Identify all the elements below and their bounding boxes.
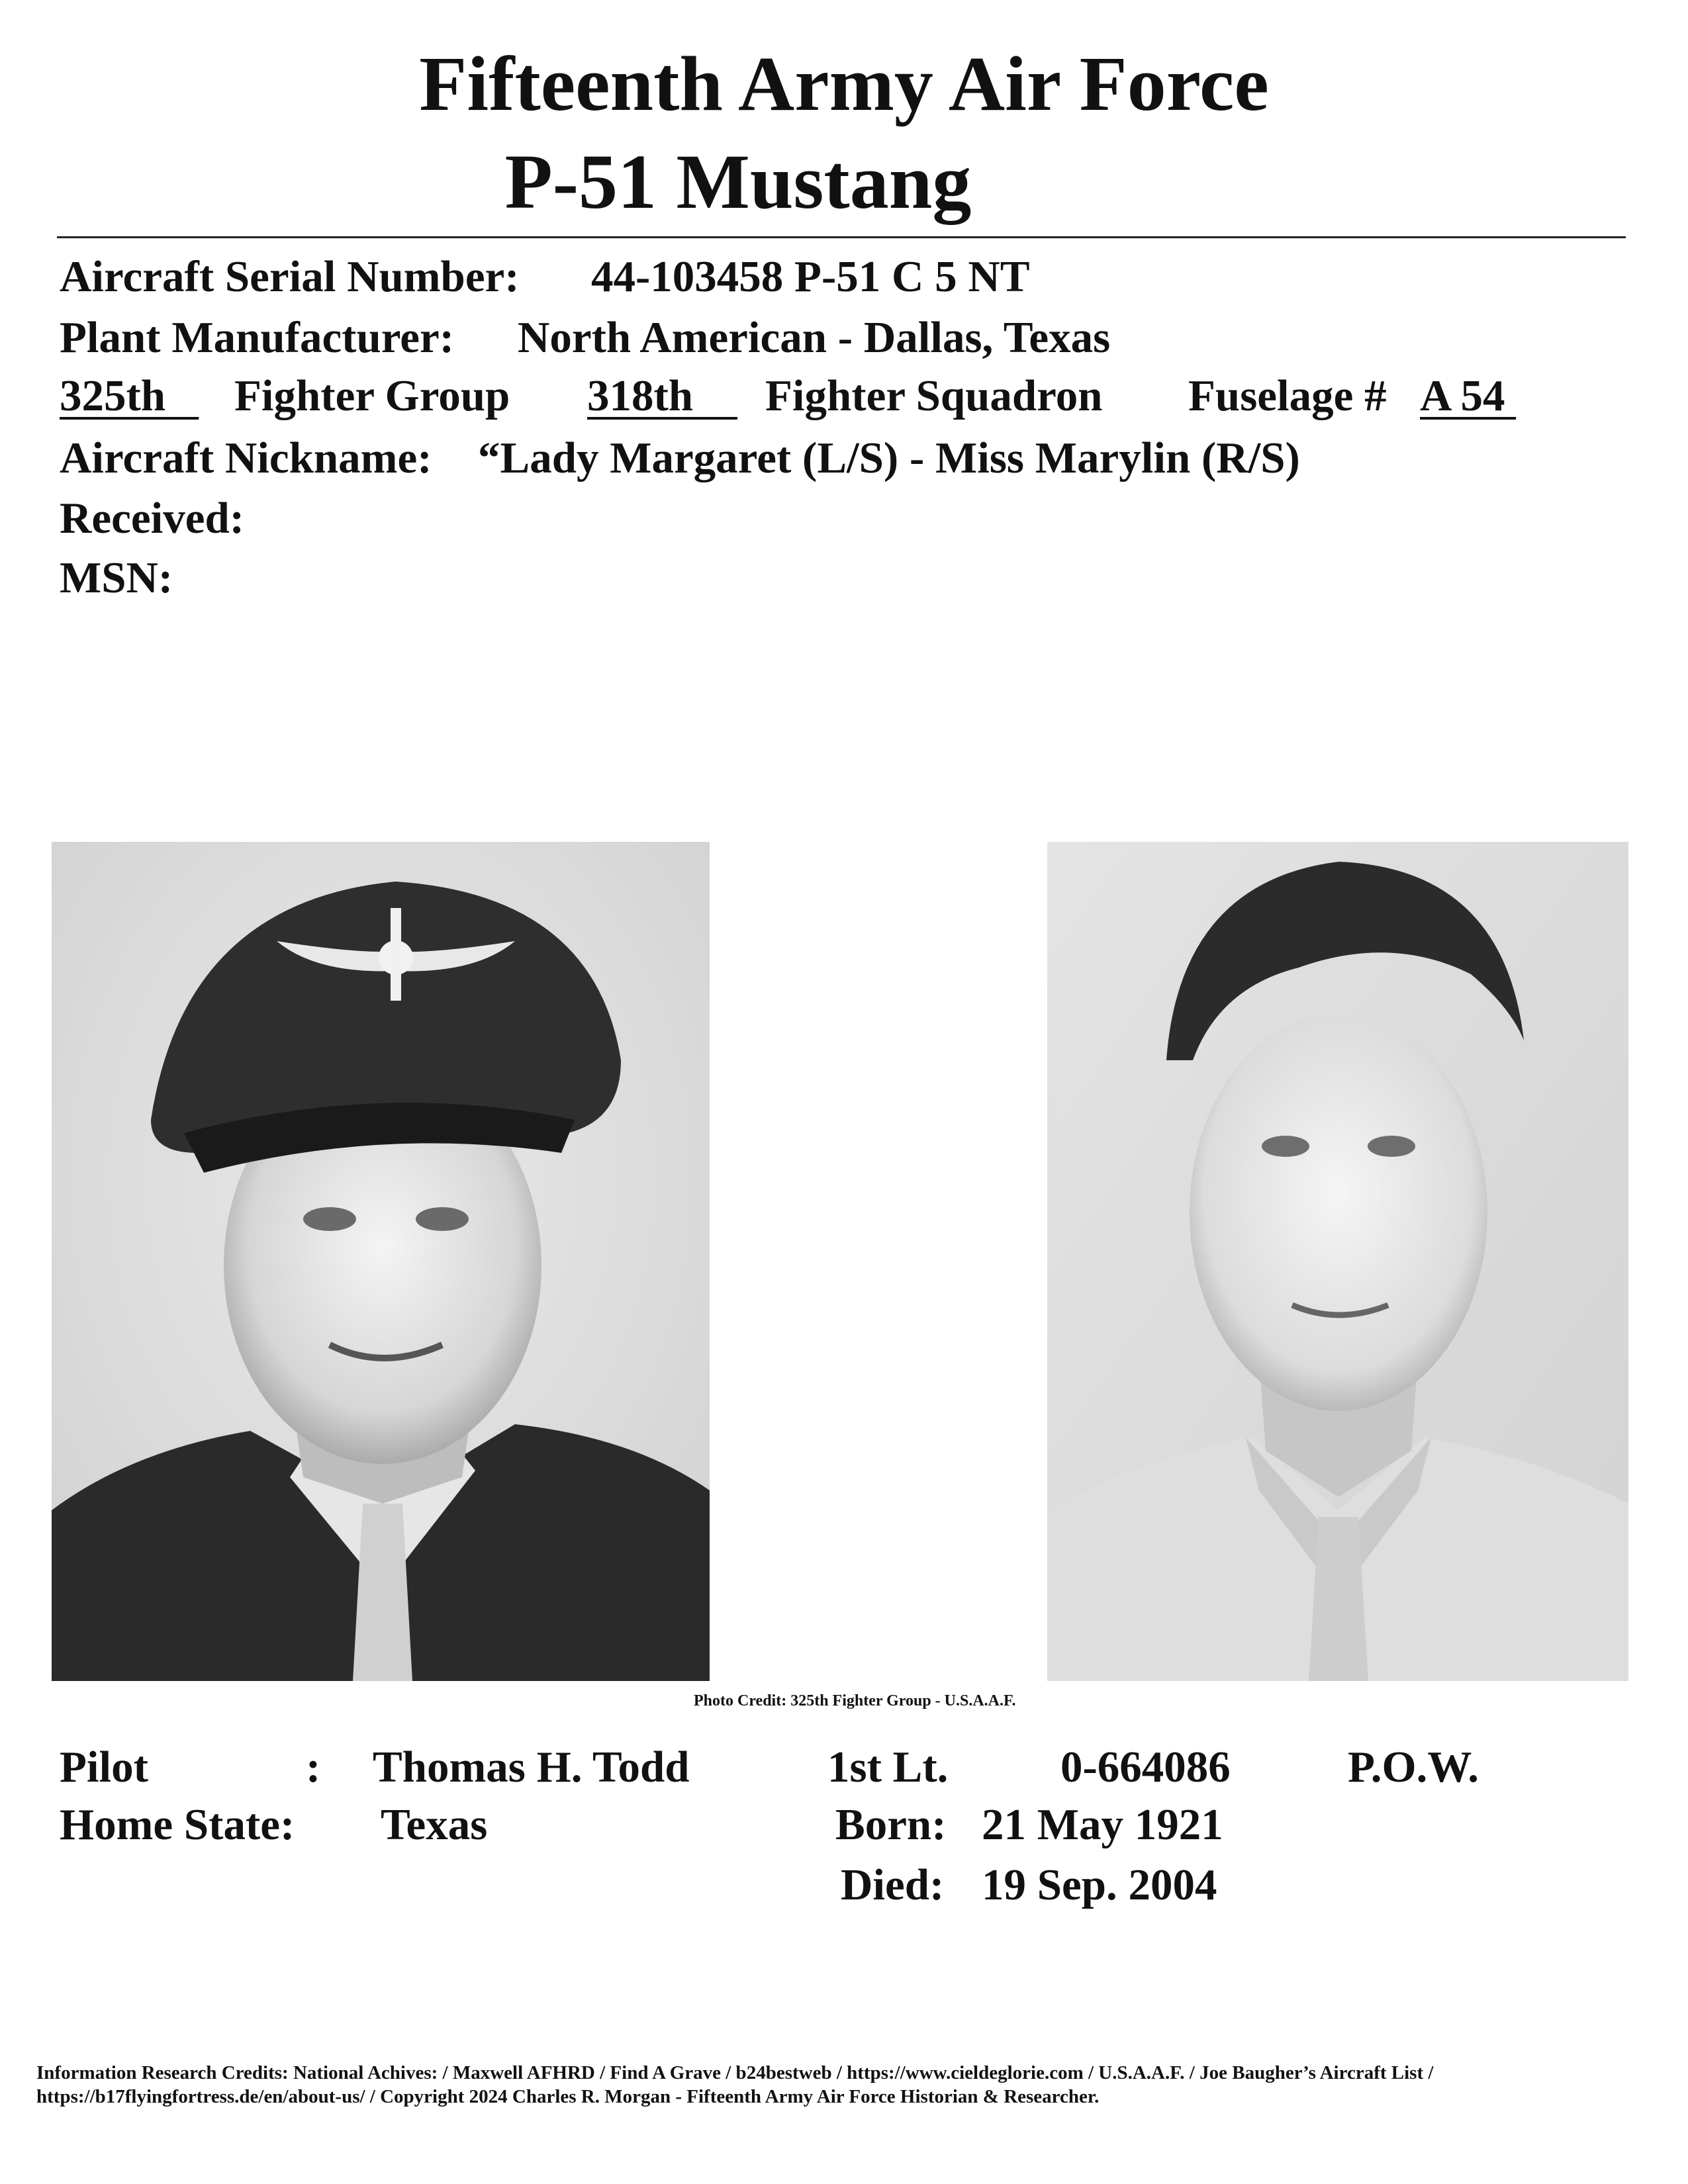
pilot-name: Thomas H. Todd	[373, 1743, 690, 1792]
footer-credits-line2: https://b17flyingfortress.de/en/about-us/ / Copyright 2024 Charles R. Morgan - Fifteenth Army Air Force Historian & Researcher.	[36, 2086, 1100, 2107]
home-state-label: Home State:	[60, 1800, 295, 1849]
fuselage-label: Fuselage #	[1188, 371, 1387, 420]
title-divider	[57, 236, 1626, 238]
nickname-label: Aircraft Nickname:	[60, 433, 432, 482]
fighter-squadron-label: Fighter Squadron	[765, 371, 1103, 420]
page-subtitle: P-51 Mustang	[504, 138, 972, 225]
fighter-group-value: 325th	[60, 371, 199, 420]
page-title: Fifteenth Army Air Force	[419, 40, 1269, 127]
pilot-service-number: 0-664086	[1060, 1743, 1231, 1792]
serial-label: Aircraft Serial Number:	[60, 252, 520, 301]
footer-credits-line1: Information Research Credits: National Achives: / Maxwell AFHRD / Find A Grave / b24bestweb / https://www.cieldeglorie.com / U.S.A.A.F. / Joe Baugher’s Aircraft List /	[36, 2062, 1434, 2083]
plant-value: North American - Dallas, Texas	[518, 313, 1111, 362]
msn-label: MSN:	[60, 553, 173, 602]
born-label: Born:	[835, 1800, 947, 1849]
pilot-photo-left	[52, 842, 710, 1681]
died-label: Died:	[841, 1860, 945, 1909]
fighter-group-label: Fighter Group	[234, 371, 510, 420]
received-label: Received:	[60, 494, 245, 543]
photo-credit: Photo Credit: 325th Fighter Group - U.S.A.A.F.	[694, 1692, 1016, 1709]
pilot-colon: :	[306, 1743, 321, 1792]
pilot-photo-right	[1047, 842, 1628, 1681]
pilot-label: Pilot	[60, 1743, 148, 1792]
died-value: 19 Sep. 2004	[982, 1860, 1217, 1909]
pilot-rank: 1st Lt.	[827, 1743, 949, 1792]
fuselage-value: A 54	[1420, 371, 1517, 420]
nickname-value: “Lady Margaret (L/S) - Miss Marylin (R/S)	[478, 433, 1300, 482]
plant-label: Plant Manufacturer:	[60, 313, 455, 362]
fighter-squadron-value: 318th	[587, 371, 738, 420]
pilot-status: P.O.W.	[1348, 1743, 1479, 1792]
home-state-value: Texas	[381, 1800, 488, 1849]
serial-value: 44-103458 P-51 C 5 NT	[591, 252, 1030, 301]
born-value: 21 May 1921	[982, 1800, 1223, 1849]
